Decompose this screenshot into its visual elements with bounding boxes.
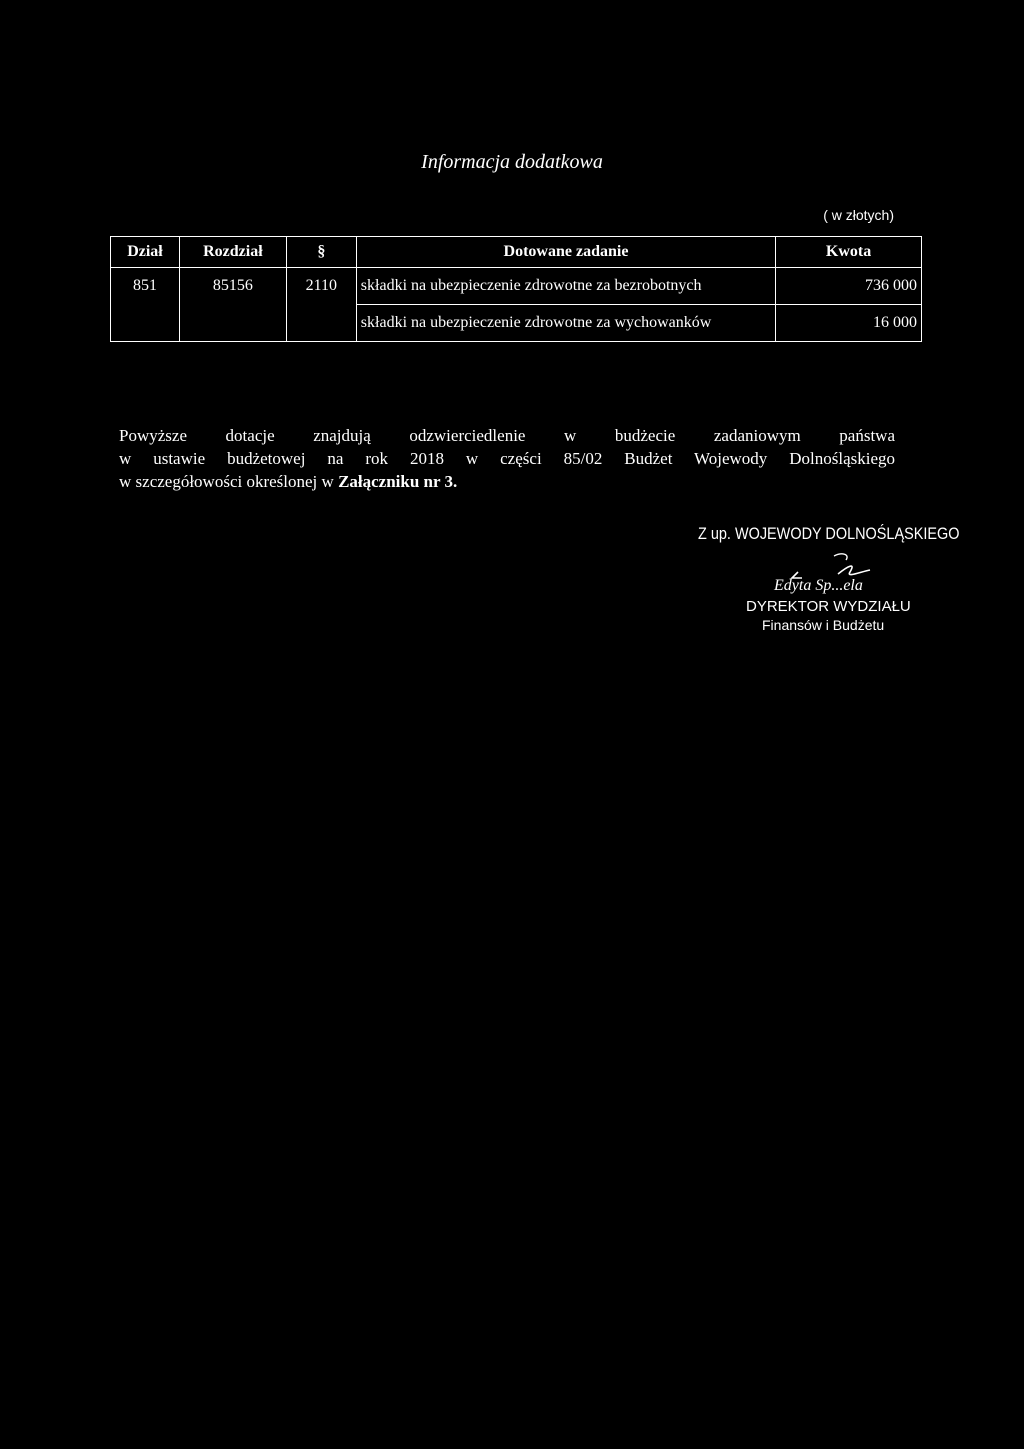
- stamp-name: Edyta Sp...ela: [774, 577, 863, 594]
- cell-dzial: 851: [111, 268, 180, 305]
- cell-paragraf: [286, 305, 356, 342]
- cell-rozdzial: 85156: [179, 268, 286, 305]
- header-kwota: Kwota: [776, 237, 922, 268]
- attachment-reference: Załączniku nr 3.: [338, 472, 458, 491]
- stamp-department: Finansów i Budżetu: [762, 617, 885, 633]
- header-zadanie: Dotowane zadanie: [356, 237, 775, 268]
- unit-note: ( w złotych): [823, 207, 894, 223]
- table-row: [111, 268, 922, 305]
- stamp-authority: Z up. WOJEWODY DOLNOŚLĄSKIEGO: [698, 524, 960, 543]
- paragraph-line: w ustawie budżetowej na rok 2018 w części 85/02 Budżet Wojewody Dolnośląskiego: [119, 449, 895, 468]
- cell-kwota: 736 000: [776, 268, 922, 305]
- table-header-row: [111, 237, 922, 268]
- paragraph-line: Powyższe dotacje znajdują odzwierciedlenie w budżecie zadaniowym państwa: [119, 426, 895, 445]
- paragraph-line-text: w szczegółowości określonej w: [119, 472, 339, 491]
- handwritten-signature: [790, 552, 910, 592]
- cell-zadanie: składki na ubezpieczenie zdrowotne za bezrobotnych: [356, 268, 775, 305]
- cell-kwota: 16 000: [776, 305, 922, 342]
- cell-paragraf: 2110: [286, 268, 356, 305]
- header-dzial: Dział: [111, 237, 180, 268]
- header-rozdzial: Rozdział: [179, 237, 286, 268]
- cell-rozdzial: [179, 305, 286, 342]
- paragraph-line: [119, 470, 895, 493]
- subsidy-table: [110, 236, 922, 342]
- table-row: [111, 305, 922, 342]
- document-title: Informacja dodatkowa: [421, 151, 603, 173]
- cell-zadanie: składki na ubezpieczenie zdrowotne za wychowanków: [356, 305, 775, 342]
- header-paragraf: §: [286, 237, 356, 268]
- stamp-position: DYREKTOR WYDZIAŁU: [746, 598, 911, 615]
- cell-dzial: [111, 305, 180, 342]
- explanatory-paragraph: [119, 424, 895, 493]
